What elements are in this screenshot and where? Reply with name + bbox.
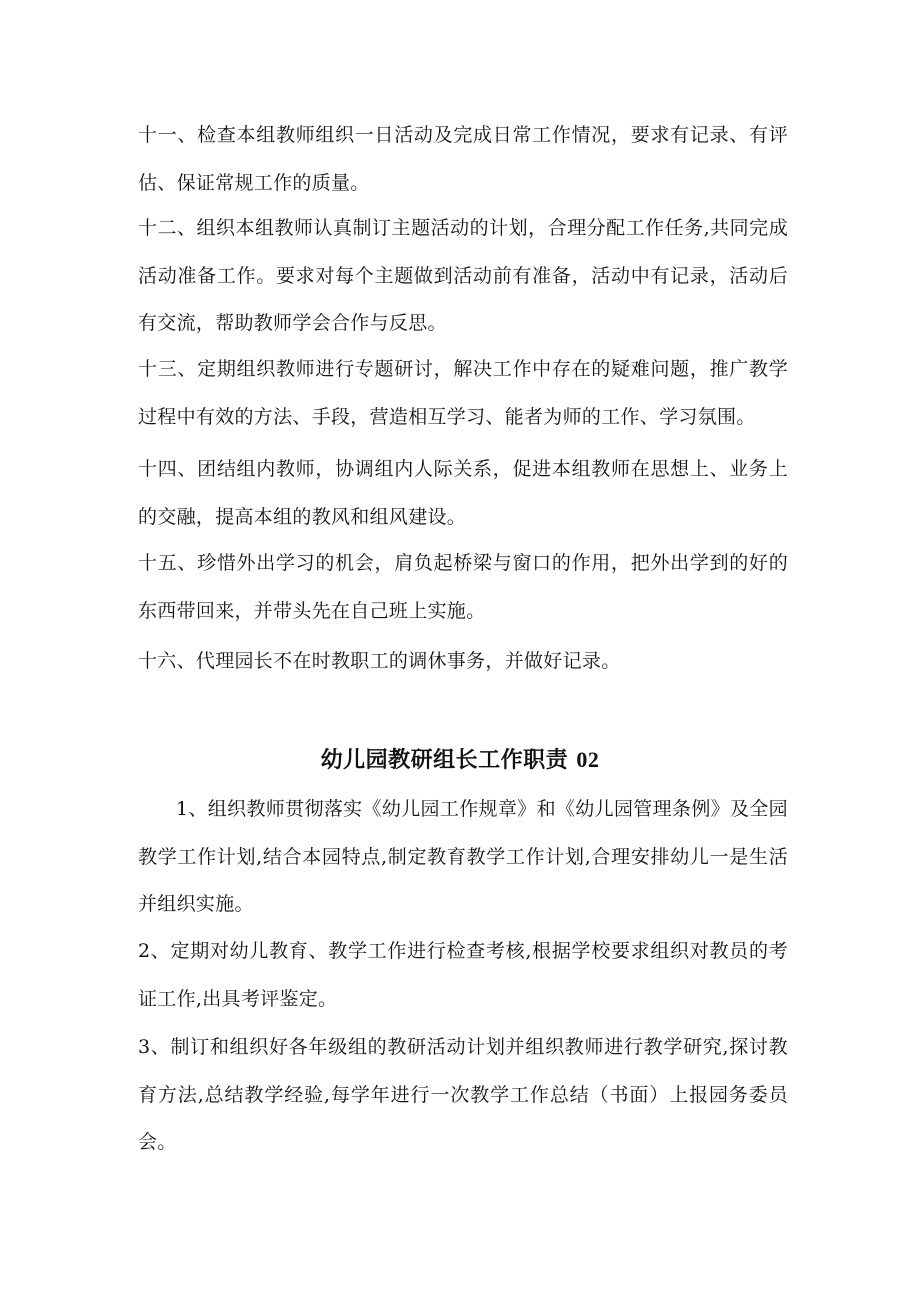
duty-item-14: 十四、团结组内教师，协调组内人际关系，促进本组教师在思想上、业务上的交融，提高本组的教风和组风建设。 bbox=[138, 458, 788, 528]
section-heading-number: 02 bbox=[576, 747, 600, 772]
duty-item-3: 3、制订和组织好各年级组的教研活动计划并组织教师进行教学研究,探讨教育方法,总结教学经验,每学年进行一次教学工作总结（书面）上报园务委员会。 bbox=[138, 1036, 788, 1153]
section-heading bbox=[0, 740, 920, 780]
duty-item-13: 十三、定期组织教师进行专题研讨，解决工作中存在的疑难问题，推广教学过程中有效的方法、手段，营造相互学习、能者为师的工作、学习氛围。 bbox=[138, 358, 788, 428]
duty-item-15: 十五、珍惜外出学习的机会，肩负起桥梁与窗口的作用，把外出学到的好的东西带回来，并带头先在自己班上实施。 bbox=[138, 552, 788, 622]
section-heading-text: 幼儿园教研组长工作职责 bbox=[320, 747, 569, 773]
duty-item-16: 十六、代理园长不在时教职工的调休事务，并做好记录。 bbox=[138, 650, 621, 672]
duty-item-1: 1、组织教师贯彻落实《幼儿园工作规章》和《幼儿园管理条例》及全园教学工作计划,结合本园特点,制定教育教学工作计划,合理安排幼儿一是生活并组织实施。 bbox=[138, 798, 788, 915]
duty-item-11: 十一、检查本组教师组织一日活动及完成日常工作情况，要求有记录、有评估、保证常规工作的质量。 bbox=[138, 124, 788, 194]
duty-item-2: 2、定期对幼儿教育、教学工作进行检查考核,根据学校要求组织对教员的考证工作,出具考评鉴定。 bbox=[138, 940, 788, 1010]
duty-item-12: 十二、组织本组教师认真制订主题活动的计划，合理分配工作任务,共同完成活动准备工作。要求对每个主题做到活动前有准备，活动中有记录，活动后有交流，帮助教师学会合作与反思。 bbox=[138, 217, 788, 334]
